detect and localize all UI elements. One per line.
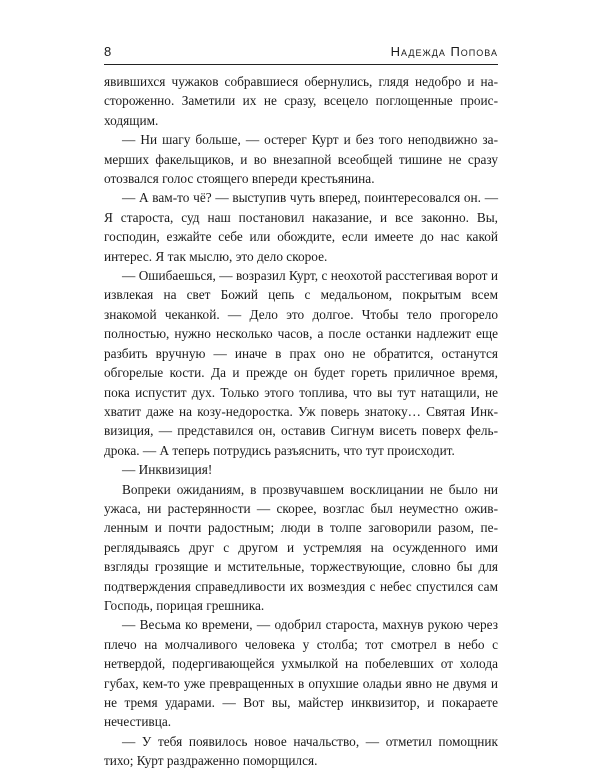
paragraph-3: — А вам-то чё? — выступив чуть вперед, поинтересовался он. — Я староста, суд наш постановил наказание, и все законно. Вы, господин, езжайте себе или обождите, если имеете до нас какой интерес. Я так мыслю, это дело скорое. (104, 190, 498, 264)
paragraph-5: — Инквизиция! (122, 462, 213, 478)
paragraph-6: Вопреки ожиданиям, в прозвучавшем восклицании не было ни ужаса, ни растерянности — скорее, возглас был неуместно оживленным и почти радостным; люди в толпе заговорили разом, переглядываясь друг с другом и устремляя на осужденного ими взгляды грозящие и мстительные, торжествующие, словно бы для подтверждения справедливости их возмездия с небес спустился сам Господь, порицая грешника. (104, 481, 498, 613)
page-number: 8 (104, 44, 112, 59)
paragraph-8: — У тебя появилось новое начальство, — отметил помощник тихо; Курт раздраженно поморщился. (104, 733, 498, 769)
paragraph-1: явившихся чужаков собравшиеся обернулись, глядя недобро и настороженно. Заметили их не сразу, всецело поглощенные происходящим. (104, 74, 498, 128)
paragraph-2: — Ни шагу больше, — остерег Курт и без того неподвижно замерших факельщиков, и во внезапной всеобщей тишине не сразу отозвался голос стоящего впереди крестьянина. (104, 132, 498, 187)
body-text (104, 72, 498, 771)
page-header (104, 44, 498, 65)
paragraph-4: — Ошибаешься, — возразил Курт, с неохотой расстегивая ворот и извлекая на свет Божий цепь с медальоном, покрытым всем знакомой чеканкой. — Дело это долгое. Чтобы тело прогорело полностью, нужно несколько часов, а после останки надлежит еще разбить вручную — иначе в прах оно не обратится, останутся обгорелые кости. Да и прежде он будет гореть приличное время, пока испустит дух. Только этого топлива, что вы тут натащили, не хватит даже на козу-недоростка. Уж поверь знатоку… Святая Инквизиция, — представился он, оставив Сигнум висеть поверх фельдрока. — А теперь потрудись разъяснить, что тут происходит. (104, 268, 498, 458)
running-head-author: Надежда Попова (390, 44, 498, 59)
paragraph-7: — Весьма ко времени, — одобрил староста, махнув рукою через плечо на молчаливого человека у столба; тот смотрел в небо с нетвердой, подергивающейся ухмылкой на побелевших от холода губах, кем-то уже превращенных в опухшие оладьи явно не двумя и не тремя ударами. — Вот вы, майстер инквизитор, и покараете нечестивца. (104, 617, 498, 730)
